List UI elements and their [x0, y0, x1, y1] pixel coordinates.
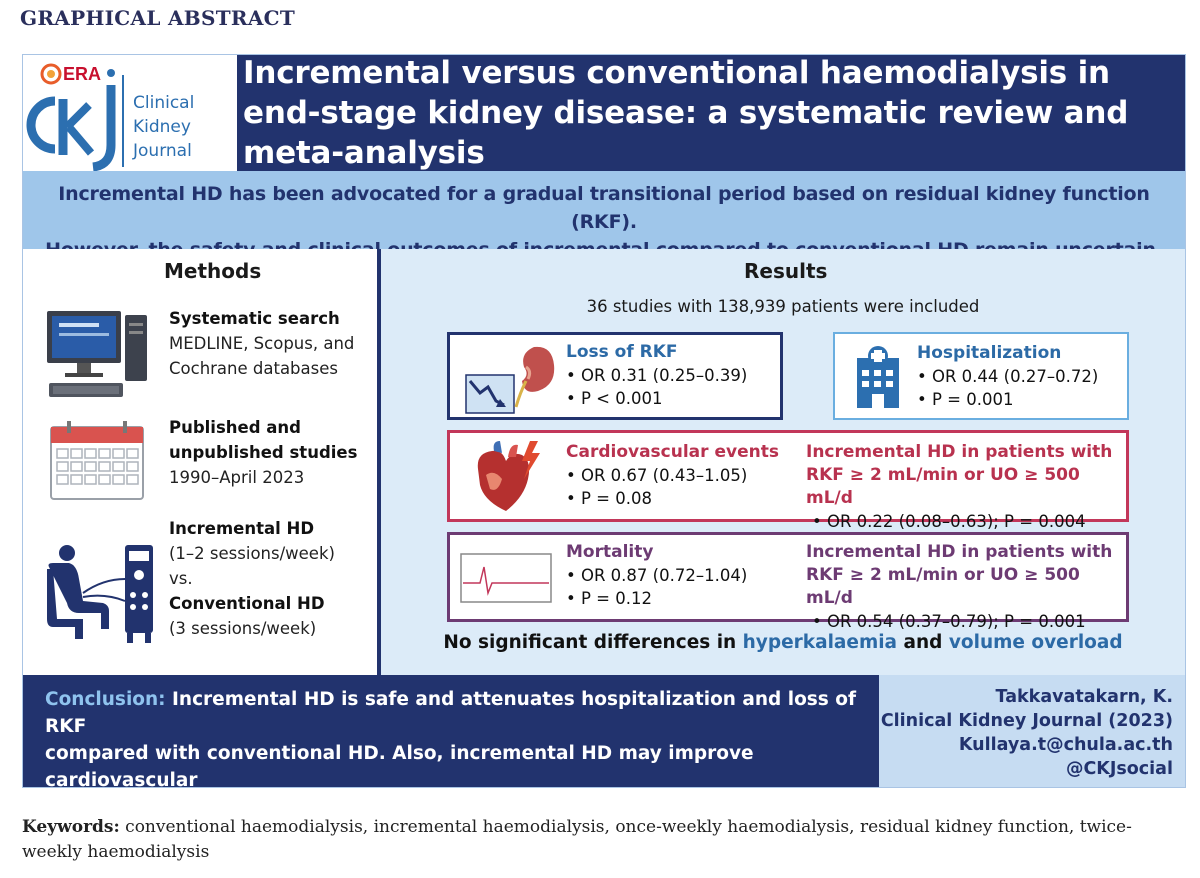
stat-item: • P = 0.08 [566, 489, 652, 508]
stat-item: • OR 0.31 (0.25–0.39) [566, 366, 748, 385]
intro-line: Incremental HD has been advocated for a gradual transitional period based on residual kidney function (RKF). [58, 183, 1150, 233]
conclusion-text: Incremental HD is safe and attenuates hospitalization and loss of RKF [45, 689, 856, 737]
journal-name-line: Journal [133, 141, 192, 161]
method-text: Cochrane databases [169, 359, 338, 378]
computer-icon [43, 311, 153, 411]
subgroup-title: Incremental HD in patients with [806, 542, 1113, 562]
method-text: (1–2 sessions/week) [169, 544, 335, 563]
kidney-decline-icon [464, 341, 564, 417]
result-card-mortality [447, 532, 1129, 631]
stat-item: • P < 0.001 [566, 389, 663, 408]
conclusion-line: compared with conventional HD. Also, incremental HD may improve cardiovascular [45, 743, 754, 791]
ckj-logo-icon [23, 55, 237, 171]
keywords-label: Keywords: [22, 817, 120, 837]
method-title: unpublished studies [169, 443, 358, 462]
method-title: Incremental HD [169, 519, 315, 538]
results-heading: Results [744, 259, 828, 283]
stat-item: • P = 0.12 [566, 589, 652, 608]
title-bar [237, 55, 1185, 171]
statement-term: hyperkalaemia [742, 632, 898, 653]
citation: Clinical Kidney Journal (2023) [880, 711, 1173, 731]
intro-band [23, 171, 1185, 249]
calendar-icon [49, 421, 145, 501]
keywords-text: conventional haemodialysis, incremental haemodialysis, once-weekly haemodialysis, residual kidney function, twice-weekly haemodialysis [22, 817, 1132, 862]
keywords [22, 815, 1172, 865]
journal-logo [23, 55, 237, 171]
stat-item: • OR 0.67 (0.43–1.05) [566, 466, 748, 485]
hospitalization-text [917, 342, 1098, 411]
method-search [169, 306, 354, 381]
conclusion-line: outcomes and mortality in appropriately selected patients. [45, 797, 663, 818]
method-title: Published and [169, 418, 301, 437]
cardiovascular-text [566, 441, 779, 510]
era-logo-text: ERA [63, 64, 102, 84]
card-title: Mortality [566, 542, 654, 562]
mortality-subgroup [806, 541, 1126, 633]
heart-icon [468, 439, 548, 515]
stat-item: • OR 0.44 (0.27–0.72) [917, 367, 1099, 386]
author-email[interactable]: Kullaya.t@chula.ac.th [958, 735, 1173, 755]
method-text: (3 sessions/week) [169, 619, 317, 638]
journal-name [133, 91, 194, 163]
journal-name-line: Clinical [133, 93, 195, 113]
journal-name-line: Kidney [133, 117, 191, 137]
result-card-cardiovascular [447, 430, 1129, 531]
cardiovascular-subgroup [806, 441, 1126, 533]
social-handle[interactable]: @CKJsocial [1065, 759, 1173, 779]
stat-item: • P = 0.001 [917, 390, 1014, 409]
ecg-flatline-icon [460, 553, 552, 603]
stat-item: • OR 0.54 (0.37–0.79); P = 0.001 [812, 612, 1086, 631]
card-title: Hospitalization [917, 343, 1062, 363]
methods-column [23, 249, 377, 675]
graphical-abstract-label: GRAPHICAL ABSTRACT [20, 6, 296, 30]
stat-item: • OR 0.87 (0.72–1.04) [566, 566, 748, 585]
subgroup-title: Incremental HD in patients with [806, 442, 1113, 462]
loss-rkf-text [566, 341, 747, 410]
conclusion-label: Conclusion: [45, 689, 166, 710]
method-title: Systematic search [169, 309, 340, 328]
subgroup-title: RKF ≥ 2 mL/min or UO ≥ 500 mL/d [806, 565, 1080, 608]
results-subtitle: 36 studies with 138,939 patients were included [586, 297, 980, 316]
method-title: Conventional HD [169, 594, 325, 613]
subgroup-title: RKF ≥ 2 mL/min or UO ≥ 500 mL/d [806, 465, 1080, 508]
conclusion-band [23, 675, 879, 818]
card-title: Loss of RKF [566, 342, 678, 362]
result-card-hospitalization [833, 332, 1129, 420]
article-title: Incremental versus conventional haemodialysis in end-stage kidney disease: a systematic review and meta-analysis [243, 55, 1129, 171]
result-card-loss-rkf [447, 332, 783, 420]
hospital-icon [853, 344, 903, 410]
author-band [879, 675, 1185, 787]
author-name: Takkavatakarn, K. [995, 687, 1173, 707]
method-text: MEDLINE, Scopus, and [169, 334, 355, 353]
statement-text: and [897, 632, 949, 653]
method-text: vs. [169, 569, 193, 588]
statement-text: No significant differences in [443, 632, 743, 653]
results-column [381, 249, 1185, 675]
method-studies [169, 415, 357, 490]
statement-term: volume overload [948, 632, 1123, 653]
mortality-text [566, 541, 747, 610]
card-title: Cardiovascular events [566, 442, 779, 462]
methods-heading: Methods [164, 259, 262, 283]
stat-item: • OR 0.22 (0.08–0.63); P = 0.004 [812, 512, 1086, 531]
no-difference-statement [381, 632, 1185, 653]
method-text: 1990–April 2023 [169, 468, 305, 487]
conclusion-line [45, 686, 879, 740]
dialysis-patient-icon [43, 539, 163, 649]
method-comparison [169, 516, 335, 641]
